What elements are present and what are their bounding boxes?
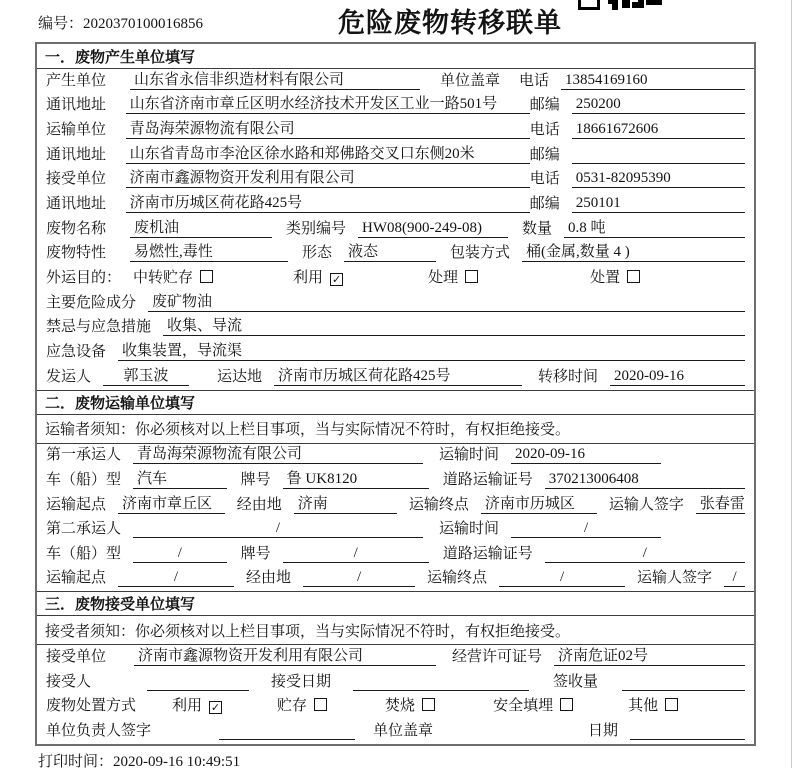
field-label: 邮编 (529, 146, 560, 163)
producer-address-value: 山东省济南市章丘区明水经济技术开发区工业一路501号 (126, 92, 530, 114)
field-label: 运输终点 (427, 570, 488, 587)
field-label: 日期 (588, 723, 619, 740)
field-label: 运输人签字 (637, 570, 713, 587)
field-label: 第一承运人 (46, 447, 122, 464)
field-label: 应急设备 (46, 343, 107, 360)
field-label: 通讯地址 (46, 195, 107, 212)
road-permit-value: 370213006408 (545, 471, 745, 489)
transport-date-2-value: / (511, 520, 661, 538)
checkbox-unchecked-icon (627, 270, 640, 283)
field-label: 邮编 (529, 97, 560, 114)
option-label: 中转贮存 (133, 269, 194, 286)
field-label: 运输单位 (46, 121, 107, 138)
row-accepting-unit (37, 645, 754, 670)
field-label: 废物处置方式 (46, 698, 137, 715)
transfer-date-value: 2020-09-16 (610, 368, 745, 386)
row-route-2 (37, 567, 754, 592)
seal-label: 单位盖章 (440, 72, 501, 89)
route-start-value: 济南市章丘区 (118, 492, 225, 514)
waste-traits-value: 易燃性,毒性 (130, 240, 288, 262)
field-label: 经由地 (236, 496, 282, 513)
waste-form-value: 液态 (344, 240, 436, 262)
section1-heading: 一．废物产生单位填写 (37, 44, 754, 69)
carrier-signature-value: 张春雷 (696, 492, 745, 514)
section2-notice: 运输者须知：你必须核对以上栏目事项，当与实际情况不符时，有权拒绝接受。 (37, 415, 754, 444)
field-label: 电话 (518, 72, 549, 89)
transport-date-value: 2020-09-16 (511, 446, 661, 464)
option-label: 利用 (172, 698, 203, 715)
emergency-measures-value: 收集、导流 (163, 314, 745, 336)
accept-date-value (353, 690, 529, 691)
field-label: 运输起点 (46, 570, 107, 587)
serial-number-line (38, 12, 203, 33)
first-carrier-value: 青岛海荣源物流有限公司 (133, 442, 423, 464)
row-waste-name (37, 217, 754, 242)
checkbox-checked-icon: ✓ (210, 701, 221, 715)
print-time-value: 2020-09-16 10:49:51 (113, 754, 241, 770)
field-label: 运输时间 (439, 521, 500, 538)
receiver-phone-value: 0531-82095390 (572, 170, 745, 188)
field-label: 包装方式 (450, 245, 511, 262)
field-label: 经由地 (246, 570, 292, 587)
waste-quantity-value: 0.8 吨 (564, 216, 745, 238)
received-amount-value (622, 690, 745, 691)
field-label: 发运人 (46, 368, 92, 385)
field-label: 转移时间 (538, 368, 599, 385)
field-label: 接受单位 (46, 171, 107, 188)
option-label: 安全填埋 (493, 698, 554, 715)
field-label: 运输时间 (439, 447, 500, 464)
checkbox-unchecked-icon (560, 698, 573, 711)
field-label: 运输人签字 (608, 496, 684, 513)
field-label: 车（船）型 (46, 545, 122, 562)
receiver-zip-value: 250101 (572, 195, 745, 213)
accepting-unit-value: 济南市鑫源物资开发利用有限公司 (134, 644, 436, 666)
qr-code-fragment-icon (578, 0, 662, 10)
row-acceptor (37, 670, 754, 695)
checkbox-unchecked-icon (422, 698, 435, 711)
transport-zip-value (572, 163, 745, 164)
section2-heading: 二．废物运输单位填写 (37, 390, 754, 415)
field-label: 通讯地址 (46, 97, 107, 114)
field-label: 电话 (529, 121, 560, 138)
row-vehicle-type-2 (37, 542, 754, 567)
destination-value: 济南市历城区荷花路425号 (274, 364, 522, 386)
field-label: 形态 (302, 245, 333, 262)
field-label: 接受单位 (46, 649, 107, 666)
row-emergency-equipment (37, 340, 754, 365)
unit-seal-label: 单位盖章 (373, 723, 434, 740)
row-responsible-signature (37, 719, 754, 744)
field-label: 运输终点 (408, 496, 469, 513)
waste-packaging-value: 桶(金属,数量 4 ) (522, 240, 745, 262)
checkbox-unchecked-icon (314, 698, 327, 711)
section3-heading: 三．废物接受单位填写 (37, 591, 754, 616)
purpose-option-recycle (293, 266, 343, 287)
field-label: 经营许可证号 (452, 649, 543, 666)
responsible-signature-value (219, 739, 355, 740)
field-label: 接受日期 (271, 673, 332, 690)
transport-address-value: 山东省青岛市李沧区徐水路和郑佛路交叉口东侧20米 (126, 142, 530, 164)
row-disposal-method (37, 695, 754, 720)
form-header (0, 0, 796, 42)
seal-date-value (630, 739, 745, 740)
license-number-value: 济南危证02号 (554, 644, 745, 666)
vehicle-type-value: 汽车 (133, 467, 227, 489)
row-first-carrier (37, 444, 754, 469)
option-label: 利用 (293, 269, 324, 286)
row-waste-traits (37, 242, 754, 267)
row-emergency-measures (37, 316, 754, 341)
disposal-option-storage (277, 694, 327, 715)
row-second-carrier (37, 518, 754, 543)
field-label: 接受人 (46, 673, 92, 690)
field-label: 废物名称 (46, 220, 107, 237)
form-title: 危险废物转移联单 (338, 8, 562, 38)
print-time-label: 打印时间： (38, 754, 114, 770)
field-label: 第二承运人 (46, 521, 122, 538)
shipper-name-value: 郭玉波 (103, 364, 189, 386)
route-via-2-value: / (303, 569, 415, 587)
receiver-unit-value: 济南市鑫源物资开发利用有限公司 (126, 166, 530, 188)
producer-unit-value: 山东省永信非织造材料有限公司 (130, 68, 420, 90)
field-label: 电话 (529, 171, 560, 188)
acceptor-name-value (147, 690, 249, 691)
producer-zip-value: 250200 (572, 96, 745, 114)
route-end-2-value: / (499, 569, 625, 587)
field-label: 数量 (522, 220, 553, 237)
field-label: 废物特性 (46, 245, 107, 262)
row-producer-address (37, 94, 754, 119)
row-transport-unit (37, 118, 754, 143)
serial-label: 编号： (38, 16, 84, 32)
route-start-2-value: / (118, 569, 234, 587)
field-label: 产生单位 (46, 72, 107, 89)
disposal-option-incinerate (385, 694, 435, 715)
row-transport-address (37, 143, 754, 168)
disposal-option-other (628, 694, 678, 715)
row-transfer-purpose (37, 266, 754, 291)
row-vehicle-type-1 (37, 468, 754, 493)
field-label: 运达地 (217, 368, 263, 385)
field-label: 道路运输证号 (442, 545, 533, 562)
field-label: 运输起点 (46, 496, 107, 513)
receiver-address-value: 济南市历城区荷花路425号 (126, 191, 530, 213)
field-label: 车（船）型 (46, 471, 122, 488)
field-label: 通讯地址 (46, 146, 107, 163)
field-label: 签收量 (553, 673, 599, 690)
route-end-value: 济南市历城区 (481, 492, 597, 514)
second-carrier-value: / (133, 520, 423, 538)
disposal-option-recycle (172, 694, 222, 715)
field-label: 牌号 (240, 545, 271, 562)
waste-code-value: HW08(900-249-08) (358, 220, 508, 238)
manifest-table (35, 42, 756, 746)
field-label: 道路运输证号 (442, 471, 533, 488)
row-hazard-components (37, 291, 754, 316)
checkbox-unchecked-icon (465, 270, 478, 283)
row-producer-unit (37, 69, 754, 94)
transport-phone-value: 18661672606 (572, 121, 745, 139)
emergency-equipment-value: 收集装置，导流渠 (118, 339, 745, 361)
row-receiver-unit (37, 168, 754, 193)
option-label: 处理 (428, 269, 459, 286)
road-permit-2-value: / (545, 545, 745, 563)
transport-unit-value: 青岛海荣源物流有限公司 (126, 117, 530, 139)
option-label: 焚烧 (385, 698, 416, 715)
checkbox-unchecked-icon (665, 698, 678, 711)
page-edge-divider (791, 0, 792, 768)
option-label: 其他 (628, 698, 659, 715)
option-label: 处置 (590, 269, 621, 286)
producer-phone-value: 13854169160 (561, 72, 745, 90)
purpose-option-dispose (590, 266, 640, 287)
vehicle-type-2-value: / (133, 545, 227, 563)
checkbox-unchecked-icon (200, 270, 213, 283)
purpose-option-transfer-storage (133, 266, 213, 287)
option-label: 贮存 (277, 698, 308, 715)
purpose-option-treat (428, 266, 478, 287)
section3-notice: 接受者须知：你必须核对以上栏目事项，当与实际情况不符时，有权拒绝接受。 (37, 616, 754, 645)
field-label: 禁忌与应急措施 (46, 319, 152, 336)
serial-number: 2020370100016856 (83, 16, 204, 32)
waste-name-value: 废机油 (130, 216, 272, 238)
route-via-value: 济南 (294, 492, 397, 514)
field-label: 单位负责人签字 (46, 723, 152, 740)
field-label: 主要危险成分 (46, 294, 137, 311)
plate-number-2-value: / (283, 545, 429, 563)
disposal-option-landfill (493, 694, 573, 715)
row-shipper (37, 365, 754, 390)
checkbox-checked-icon: ✓ (331, 272, 342, 286)
plate-number-value: 鲁 UK8120 (283, 467, 429, 489)
field-label: 外运目的： (46, 269, 122, 286)
row-route-1 (37, 493, 754, 518)
field-label: 邮编 (529, 195, 560, 212)
row-receiver-address (37, 192, 754, 217)
field-label: 类别编号 (286, 220, 347, 237)
field-label: 牌号 (240, 471, 271, 488)
carrier-signature-2-value: / (724, 569, 745, 587)
hazard-components-value: 废矿物油 (148, 290, 745, 312)
